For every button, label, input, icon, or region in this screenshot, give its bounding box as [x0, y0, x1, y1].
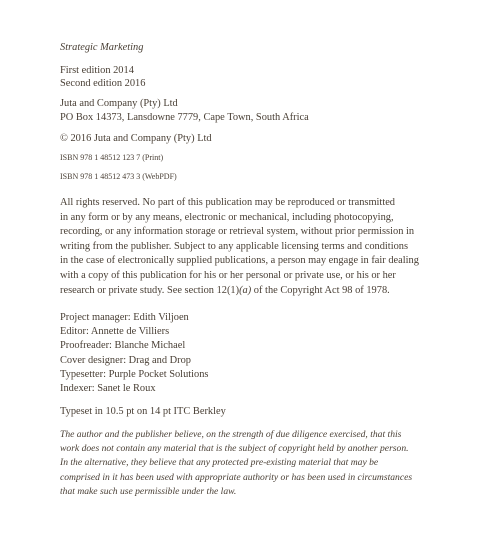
publisher-name: Juta and Company (Pty) Ltd [60, 98, 178, 109]
credit-typesetter: Typesetter: Purple Pocket Solutions [60, 368, 209, 380]
disclaimer-line: work does not contain any material that is the subject of copyright held by another person. [60, 443, 409, 455]
credit-cover-designer: Cover designer: Drag and Drop [60, 354, 191, 366]
edition-history [60, 64, 145, 90]
edition-line: First edition 2014 [60, 65, 134, 76]
rights-line-last: research or private study. See section 12(1)(a) of the Copyright Act 98 of 1978. [60, 284, 390, 296]
typeset-note: Typeset in 10.5 pt on 14 pt ITC Berkley [60, 406, 226, 417]
disclaimer-line: In the alternative, they believe that any protected pre-existing material that may be [60, 457, 379, 469]
edition-line: Second edition 2016 [60, 78, 146, 89]
credit-editor: Editor: Annette de Villiers [60, 326, 170, 338]
rights-line: recording, or any information storage or retrieval system, without prior permission in [60, 226, 415, 238]
isbn-webpdf: ISBN 978 1 48512 473 3 (WebPDF) [60, 172, 177, 181]
copyright-disclaimer [60, 428, 412, 499]
book-title: Strategic Marketing [60, 42, 144, 53]
copyright-notice: © 2016 Juta and Company (Pty) Ltd [60, 133, 212, 144]
production-credits [60, 311, 208, 396]
credit-indexer: Indexer: Sanet le Roux [60, 383, 156, 395]
publisher-address: PO Box 14373, Lansdowne 7779, Cape Town, South Africa [60, 112, 309, 123]
rights-line: All rights reserved. No part of this publication may be reproduced or transmitted [60, 197, 396, 208]
rights-line: in any form or by any means, electronic or mechanical, including photocopying, [60, 211, 394, 223]
rights-line: writing from the publisher. Subject to any applicable licensing terms and conditions [60, 240, 409, 252]
publisher-info [60, 97, 309, 125]
credit-proofreader: Proofreader: Blanche Michael [60, 340, 186, 352]
disclaimer-line: comprised in it has been used with appropriate authority or has been used in circumstances [60, 471, 413, 483]
rights-statement [60, 196, 419, 298]
section-subclause: (a) [239, 284, 252, 296]
disclaimer-line: that make such use permissible under the law. [60, 485, 237, 497]
rights-line: in the case of electronically supplied publications, a person may engage in fair dealing [60, 255, 419, 267]
disclaimer-line: The author and the publisher believe, on the strength of due diligence exercised, that this [60, 429, 402, 440]
rights-line: with a copy of this publication for his or her personal or private use, or his or her [60, 269, 396, 281]
isbn-print: ISBN 978 1 48512 123 7 (Print) [60, 153, 164, 162]
credit-project-manager: Project manager: Edith Viljoen [60, 312, 189, 323]
